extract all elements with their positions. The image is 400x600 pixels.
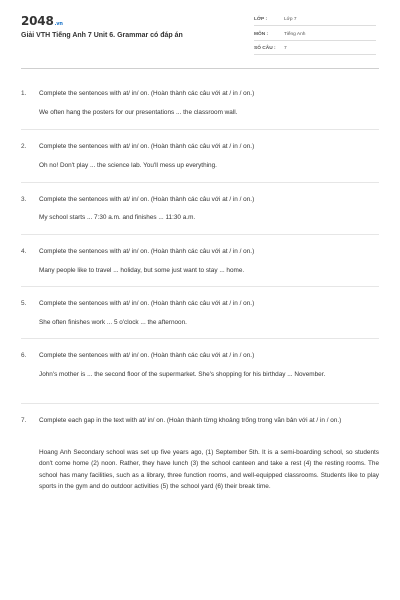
logo-text: 2048: [21, 14, 54, 28]
meta-question-count: [254, 43, 376, 55]
question-text: She often finishes work ... 5 o'clock ... the afternoon.: [39, 319, 187, 326]
question-number: 3.: [21, 196, 27, 203]
question-number: 6.: [21, 352, 27, 359]
question-text: Oh no! Don't play ... the science lab. You'll mess up everything.: [39, 162, 217, 169]
meta-subject-label: MÔN :: [254, 32, 269, 37]
meta-class: [254, 14, 376, 26]
question-text: Many people like to travel ... holiday, but some just want to stay ... home.: [39, 267, 245, 274]
logo-suffix: .vn: [54, 21, 63, 27]
question-number: 2.: [21, 143, 27, 150]
meta-subject-value: Tiếng Anh: [284, 32, 306, 37]
question-number: 1.: [21, 90, 27, 97]
question-text: John's mother is ... the second floor of the supermarket. She's shopping for his birthday ... November.: [39, 371, 326, 378]
question-text: We often hang the posters for our presentations ... the classroom wall.: [39, 109, 238, 116]
question-instruction: Complete the sentences with at/ in/ on. (Hoàn thành các câu với at / in / on.): [39, 196, 255, 203]
question-instruction: Complete the sentences with at/ in/ on. (Hoàn thành các câu với at / in / on.): [39, 300, 255, 307]
meta-class-label: LỚP :: [254, 17, 268, 22]
site-logo[interactable]: [21, 14, 63, 28]
question-divider: [21, 129, 379, 130]
question-instruction: Complete each gap in the text with at/ in/ on. (Hoàn thành từng khoảng trống trong văn bản với at / in / on.): [39, 417, 342, 424]
question-divider: [21, 403, 379, 404]
question-number: 4.: [21, 248, 27, 255]
question-divider: [21, 182, 379, 183]
question-divider: [21, 234, 379, 235]
header-divider: [21, 68, 379, 69]
question-instruction: Complete the sentences with at/ in/ on. (Hoàn thành các câu với at / in / on.): [39, 90, 255, 97]
meta-class-value: Lớp 7: [284, 17, 297, 22]
meta-subject: [254, 29, 376, 41]
meta-question-count-value: 7: [284, 46, 287, 51]
question-divider: [21, 286, 379, 287]
question-number: 5.: [21, 300, 27, 307]
page-header: [0, 0, 400, 62]
question-instruction: Complete the sentences with at/ in/ on. (Hoàn thành các câu với at / in / on.): [39, 352, 255, 359]
meta-question-count-label: SỐ CÂU :: [254, 46, 276, 51]
document-title: Giải VTH Tiếng Anh 7 Unit 6. Grammar có đáp án: [21, 32, 183, 39]
question-passage: Hoang Anh Secondary school was set up five years ago, (1) September 5th. It is a semi-boarding school, so students don't come home (2) noon. Rather, they have lunch (3) the school canteen and take a rest (4) the resting rooms. The school has many facilities, such as a library, three function rooms, and well-equipped classrooms. Students like to play sports in the gym and do outdoor activities (5) the school yard (6) their break time.: [39, 449, 379, 490]
question-text: My school starts ... 7:30 a.m. and finishes ... 11:30 a.m.: [39, 214, 196, 221]
question-number: 7.: [21, 417, 27, 424]
question-divider: [21, 338, 379, 339]
question-instruction: Complete the sentences with at/ in/ on. (Hoàn thành các câu với at / in / on.): [39, 143, 255, 150]
question-instruction: Complete the sentences with at/ in/ on. (Hoàn thành các câu với at / in / on.): [39, 248, 255, 255]
